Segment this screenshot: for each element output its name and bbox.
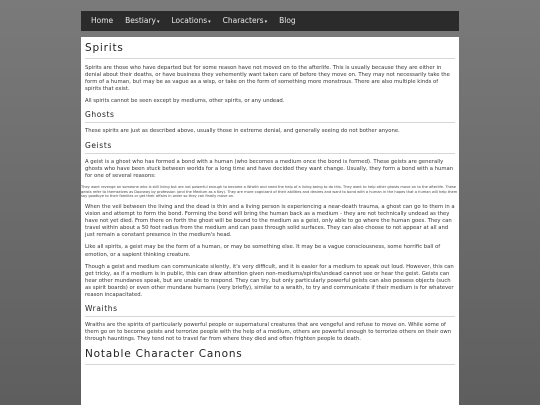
nav-home-label: Home (91, 16, 114, 25)
ghosts-paragraph: These spirits are just as described above, usually those in extreme denial, and generally seeing do not bother anyone. (85, 128, 400, 135)
nav-bestiary-label: Bestiary (125, 15, 156, 25)
caret-down-icon: ▾ (264, 18, 268, 25)
nav-home[interactable] (85, 11, 119, 31)
wraiths-paragraph: Wraiths are the spirits of particularly powerful people or supernatural creatures that are vengeful and refuse to move on. While some of them go on to become geists and terrorize people with the help of a medium, others are powerful enough to terrorize others on their own through hauntings. They tend not to travel far from where they died and often frighten people to death. (85, 322, 452, 343)
geists-reasons-list: They want revenge on someone who is still living but are not powerful enough to become a Wraith and need the help of a living being to do this. They want to help other ghosts move on to the afterlife. These geists refer to themselves as Doorway by profession (and the Medium as a Key). They are more cognizant of their abilities and desires and want to bond with a human in the hopes that a human will help them say goodbye to their families or get their affairs in order so they can finally move on. (81, 184, 458, 199)
nav-blog[interactable] (273, 11, 302, 31)
geists-paragraph-3: Like all spirits, a geist may be the form of a human, or may be something else. It may be a vague consciousness, some horrific ball of emotion, or a sapient thinking creature. (85, 244, 441, 258)
geists-paragraph-1: A geist is a ghost who has formed a bond with a human (who becomes a medium once the bond is formed). These geists are generally ghosts who have been stuck between worlds for a long time and have decided they want change. Usually, they form a bond with a human for one of several reasons: (85, 158, 454, 179)
nav-blog-label: Blog (279, 16, 296, 25)
intro-paragraph-2: All spirits cannot be seen except by mediums, other spirits, or any undead. (85, 98, 285, 105)
content-page (81, 37, 459, 405)
nav-bestiary-dropdown[interactable] (119, 11, 165, 32)
ghosts-heading: Ghosts (85, 110, 455, 123)
caret-down-icon: ▾ (208, 18, 211, 25)
top-navbar (81, 11, 459, 31)
page-title: Spirits (85, 42, 455, 59)
nav-locations-label: Locations (171, 15, 208, 25)
geists-heading: Geists (85, 141, 455, 154)
canons-heading: Notable Character Canons (85, 348, 455, 365)
wraiths-heading: Wraiths (85, 304, 455, 317)
nav-locations-dropdown[interactable] (165, 11, 216, 32)
nav-characters-dropdown[interactable] (217, 11, 273, 32)
nav-characters-label: Characters (222, 15, 264, 25)
geists-paragraph-4: Though a geist and medium can communicate silently, it's very difficult, and it is easier for a medium to speak out loud. However, this can get tricky, as if a medium is in public, this can draw attention given non-mediums/spirits/undead cannot see or hear the geist. Geists can hear other mundanes speak, but are unable to respond. They can try, but only particularly powerful geists can also possess objects (such as spirit boards) or even other mundane humans (very briefly), similar to a wraith, to try and communicate if their medium is for whatever reason incapacitated. (85, 263, 454, 298)
caret-down-icon: ▾ (156, 18, 160, 25)
geists-paragraph-2: When the veil between the living and the dead is thin and a living person is experiencing a near-death trauma, a ghost can go to them in a vision and attempt to form the bond. Forming the bond will bring the human back as a medium - they are not technically undead as they have not yet died. From there on forth the ghost will be bound to the medium as a geist, only able to go where the human goes. They can travel within about a 50 foot radius from the medium and can pass through solid surfaces. They can also choose to not appear at all and just remain a constant presence in the medium's head. (85, 203, 455, 239)
intro-paragraph: Spirits are those who have departed but for some reason have not moved on to the afterlife. This is usually because they are either in denial about their deaths, or have business they vehemently want taken care of before they move on. They may not necessarily take the form of a human, but may be as vague as a wisp, or take on the form of something more monstrous. There are also multiple kinds of spirits that exist. (85, 65, 450, 93)
